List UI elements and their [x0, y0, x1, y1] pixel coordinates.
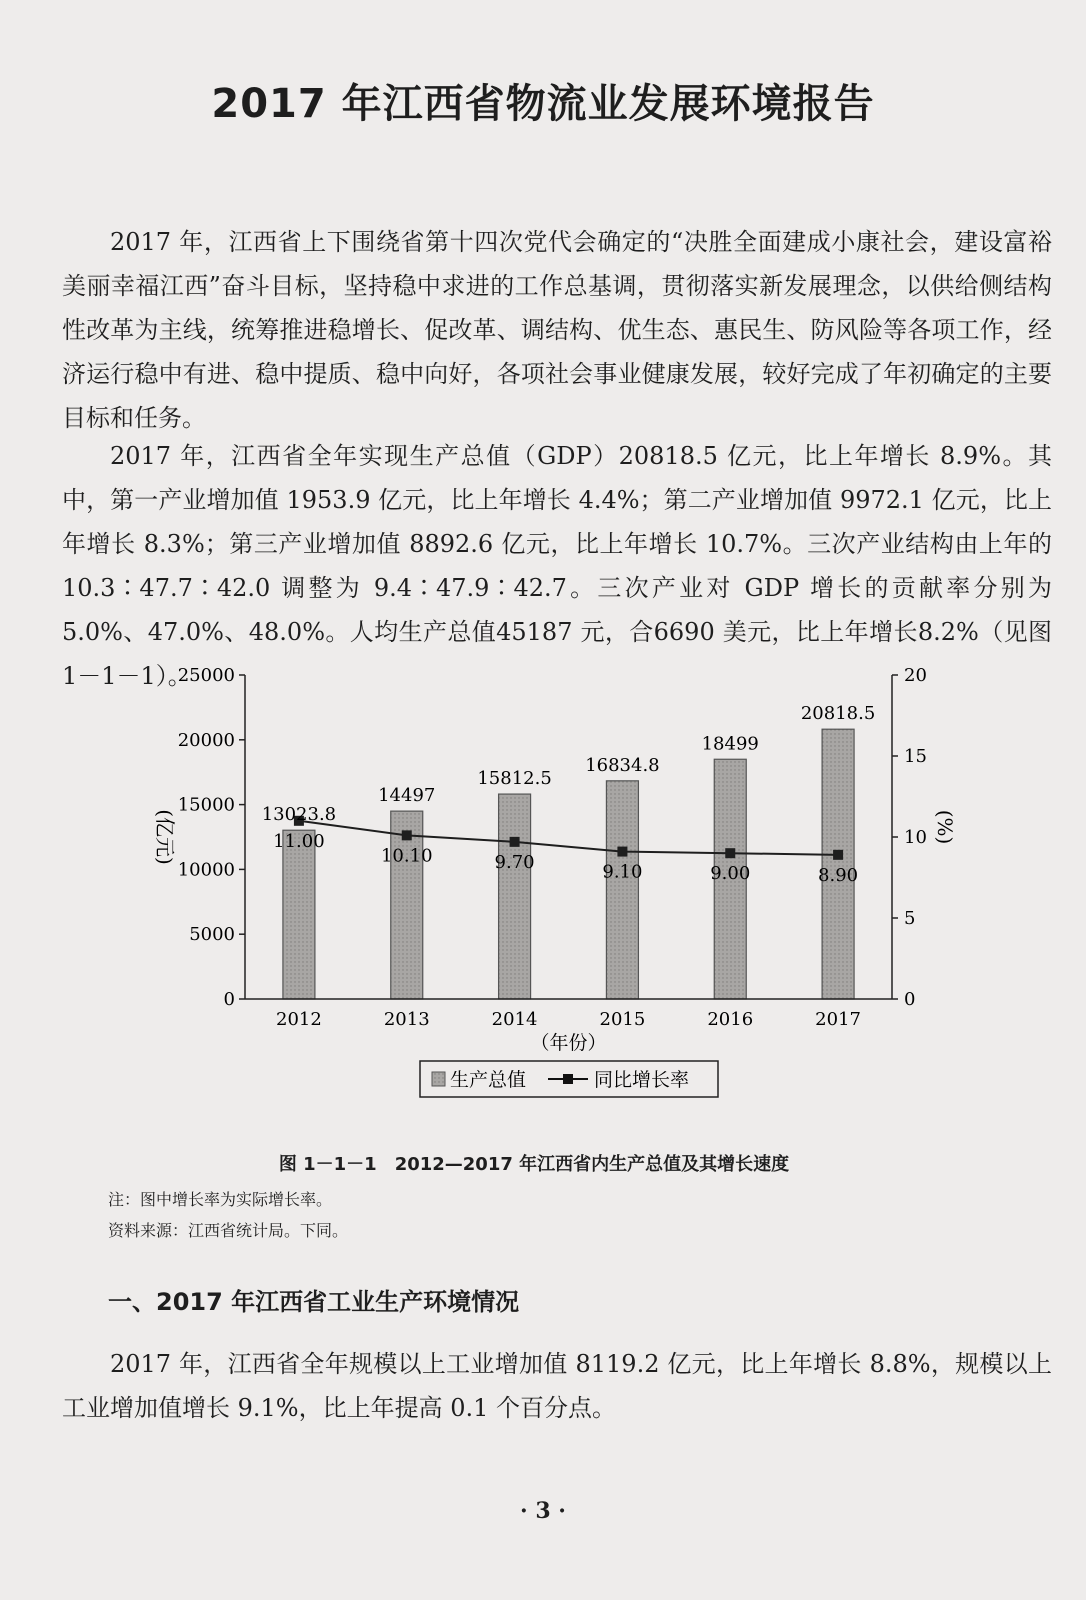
left-tick-label-0: 0	[223, 989, 235, 1010]
gdp-bar-2015	[606, 781, 638, 999]
x-tick-label-2013: 2013	[383, 1009, 430, 1030]
right-tick-label-0: 0	[904, 989, 916, 1010]
x-axis-title: （年份）	[530, 1032, 607, 1054]
x-tick-label-2012: 2012	[276, 1009, 322, 1030]
page-title: 2017 年江西省物流业发展环境报告	[211, 81, 875, 127]
legend-line-marker	[563, 1074, 573, 1084]
growth-marker-2016	[725, 848, 735, 858]
left-tick-label-15000: 15000	[177, 794, 235, 816]
chart-legend	[420, 1061, 718, 1097]
gdp-chart	[130, 665, 960, 1115]
figure-note: 注：图中增长率为实际增长率。	[108, 1190, 333, 1209]
gdp-bar-2012	[283, 830, 315, 999]
gdp-value-label-2013: 14497	[378, 785, 436, 807]
figure-number: 图 1－1－1	[278, 1154, 377, 1175]
x-tick-label-2016: 2016	[707, 1009, 754, 1030]
growth-value-label-2014: 9.70	[494, 851, 535, 873]
figure-caption	[0, 1150, 1086, 1176]
gdp-value-label-2012: 13023.8	[261, 804, 337, 826]
growth-value-label-2013: 10.10	[380, 845, 433, 867]
left-tick-label-25000: 25000	[177, 665, 235, 686]
right-tick-label-5: 5	[904, 908, 916, 929]
axes-layer	[239, 675, 898, 999]
gdp-value-label-2014: 15812.5	[477, 768, 552, 790]
legend-bar-label: 生产总值	[450, 1069, 527, 1091]
growth-value-label-2017: 8.90	[818, 864, 859, 886]
growth-marker-2014	[510, 837, 520, 847]
right-tick-label-10: 10	[904, 827, 927, 848]
gdp-value-label-2017: 20818.5	[800, 703, 876, 725]
right-tick-label-15: 15	[904, 746, 927, 767]
growth-marker-2017	[833, 850, 843, 860]
intro-paragraph: 2017 年，江西省上下围绕省第十四次党代会确定的“决胜全面建成小康社会，建设富裕美丽幸福江西”奋斗目标，坚持稳中求进的工作总基调，贯彻落实新发展理念，以供给侧结构性改革为主线，统筹推进稳增长、促改革、调结构、优生态、惠民生、防风险等各项工作，经济运行稳中有进、稳中提质、稳中向好，各项社会事业健康发展，较好完成了年初确定的主要目标和任务。	[62, 228, 1052, 432]
growth-marker-2015	[617, 847, 627, 857]
x-tick-label-2017: 2017	[815, 1009, 861, 1030]
left-axis-title: (亿元)	[153, 809, 177, 865]
growth-rate-line	[299, 821, 838, 855]
legend-bar-swatch	[432, 1072, 445, 1086]
left-tick-label-10000: 10000	[177, 859, 235, 881]
figure-source: 资料来源：江西省统计局。下同。	[108, 1221, 349, 1240]
growth-marker-2013	[402, 830, 412, 840]
left-tick-label-20000: 20000	[177, 729, 235, 751]
gdp-paragraph: 2017 年，江西省全年实现生产总值（GDP）20818.5 亿元，比上年增长 8.9%。其中，第一产业增加值 1953.9 亿元，比上年增长 4.4%；第二产业增加值 9972.1 亿元，比上年增长 8.3%；第三产业增加值 8892.6 亿元，比上年增长 10.7%。三次产业结构由上年的 10.3∶47.7∶42.0 调整为 9.4∶47.9∶42.7。三次产业对 GDP 增长的贡献率分别为 5.0%、47.0%、48.0%。人均生产总值45187 元，合6690 美元，比上年增长8.2%（见图1－1－1）。	[62, 442, 1052, 690]
section-heading: 一、2017 年江西省工业生产环境情况	[108, 1288, 520, 1316]
gdp-bar-2014	[499, 794, 531, 999]
growth-line-layer	[294, 816, 843, 860]
section-paragraph: 2017 年，江西省全年规模以上工业增加值 8119.2 亿元，比上年增长 8.8%，规模以上工业增加值增长 9.1%，比上年提高 0.1 个百分点。	[62, 1350, 1052, 1422]
figure-title: 2012—2017 年江西省内生产总值及其增长速度	[394, 1154, 790, 1175]
gdp-value-label-2015: 16834.8	[585, 754, 660, 776]
growth-value-label-2012: 11.00	[273, 830, 325, 852]
right-tick-label-20: 20	[904, 665, 927, 686]
bars-layer	[283, 729, 854, 999]
growth-value-label-2015: 9.10	[602, 861, 643, 883]
growth-value-label-2016: 9.00	[710, 863, 751, 885]
page-number: · 3 ·	[520, 1498, 566, 1524]
left-tick-label-5000: 5000	[189, 924, 235, 946]
x-tick-label-2015: 2015	[599, 1009, 646, 1030]
gdp-value-label-2016: 18499	[701, 733, 759, 755]
right-axis-title: (%)	[933, 809, 957, 845]
legend-line-label: 同比增长率	[594, 1069, 690, 1091]
x-tick-label-2014: 2014	[491, 1009, 538, 1030]
